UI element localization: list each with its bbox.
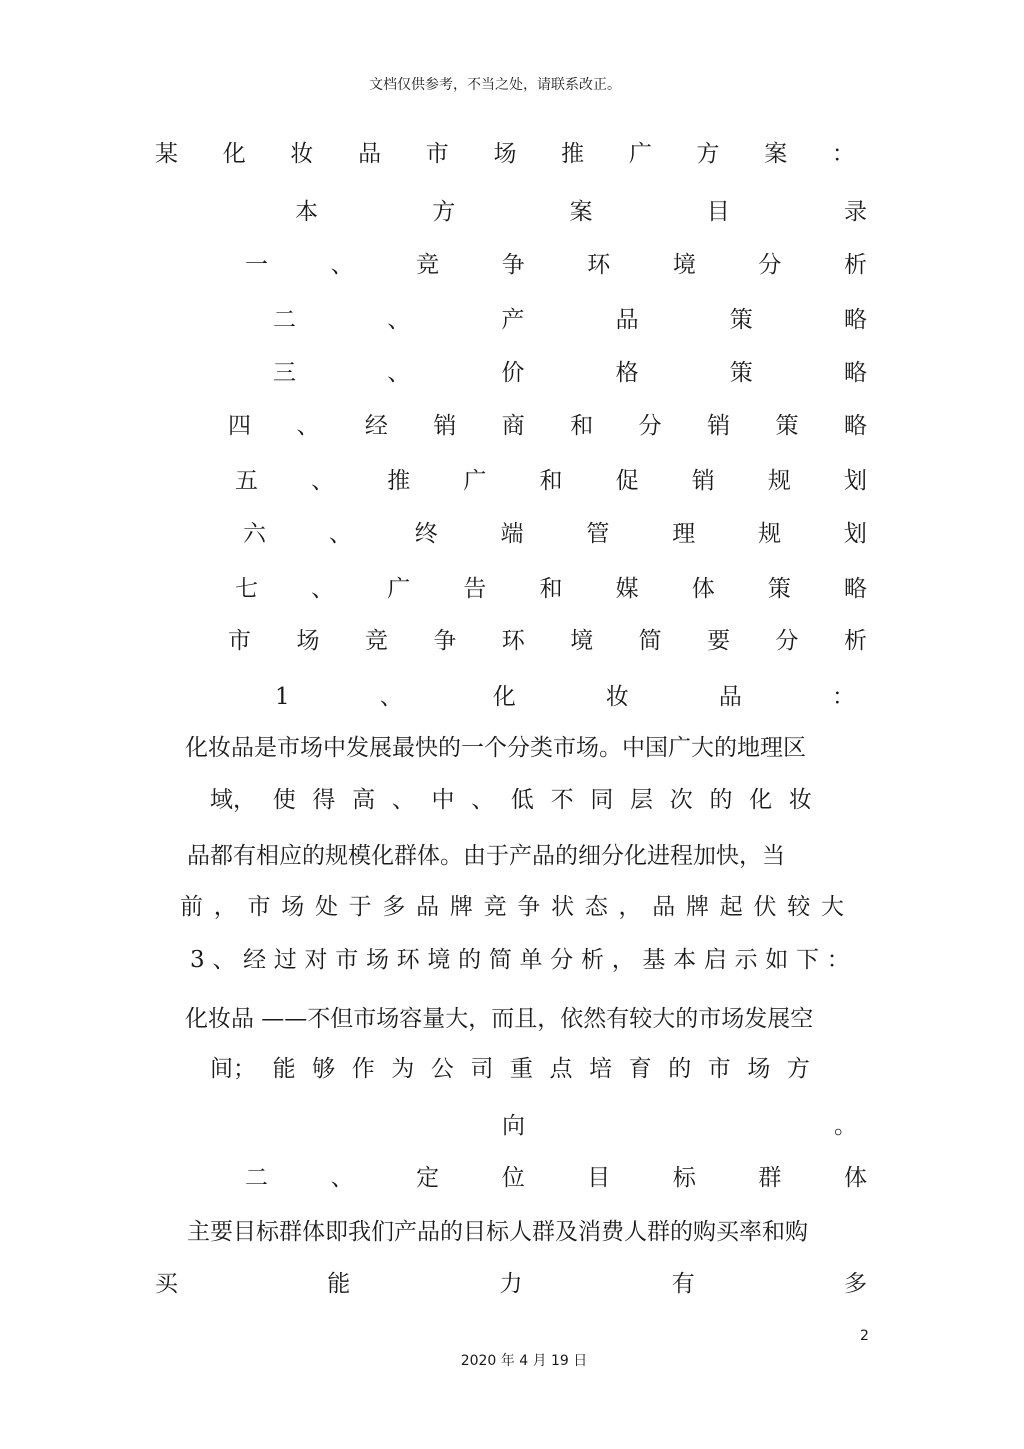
text-glyph: 广 <box>463 468 487 494</box>
text-glyph: 次 <box>669 787 693 813</box>
text-glyph: 1 <box>275 684 290 710</box>
section-heading-1 <box>228 626 867 656</box>
text-glyph: 司 <box>470 1056 494 1082</box>
text-glyph: 下 <box>796 947 820 973</box>
text-glyph: 争 <box>517 894 541 920</box>
text-glyph: 策 <box>729 360 753 386</box>
text-glyph: 、 <box>311 576 335 602</box>
text-glyph: 域， <box>210 787 256 813</box>
text-glyph: 较 <box>787 894 811 920</box>
text-glyph: ： <box>831 141 855 167</box>
text-glyph: 如 <box>765 947 789 973</box>
text-glyph: 的 <box>458 947 482 973</box>
text-glyph: 、 <box>379 684 403 710</box>
text-glyph: 牌 <box>686 894 710 920</box>
text-glyph: 品 <box>615 307 639 333</box>
text-glyph: 能 <box>327 1271 351 1297</box>
text-glyph: 理 <box>672 521 696 547</box>
text-glyph: 重 <box>509 1056 533 1082</box>
header-note: 文档仅供参考，不当之处，请联系改正。 <box>369 77 621 93</box>
text-glyph: 群 <box>758 1165 782 1191</box>
text-glyph: 层 <box>630 787 654 813</box>
text-glyph: 、 <box>311 468 335 494</box>
subsection-heading-1 <box>275 682 855 712</box>
text-glyph: 案 <box>764 141 788 167</box>
text-glyph: 同 <box>590 787 614 813</box>
text-glyph: 市 <box>425 141 449 167</box>
text-glyph: 市 <box>335 947 359 973</box>
text-glyph: 品 <box>652 894 676 920</box>
text-glyph: 牌 <box>449 894 473 920</box>
text-glyph: 目 <box>706 199 730 225</box>
text-glyph: 策 <box>767 576 791 602</box>
text-glyph: 环 <box>501 628 525 654</box>
text-glyph: 析 <box>580 947 604 973</box>
text-glyph: 高 <box>352 787 376 813</box>
text-glyph: 推 <box>387 468 411 494</box>
text-glyph: 七 <box>235 576 258 602</box>
text-glyph: 、 <box>212 947 236 973</box>
text-glyph: 目 <box>587 1165 611 1191</box>
text-glyph: 中 <box>431 787 455 813</box>
text-glyph: 告 <box>463 576 487 602</box>
text-glyph: 分 <box>638 413 662 439</box>
text-glyph: 起 <box>719 894 743 920</box>
text-glyph: 定 <box>416 1165 440 1191</box>
text-glyph: 媒 <box>615 576 639 602</box>
text-glyph: 一 <box>245 252 268 278</box>
toc-item-4 <box>228 411 867 441</box>
text-glyph: 能 <box>272 1056 296 1082</box>
text-glyph: 状 <box>551 894 575 920</box>
text-glyph: 、 <box>387 307 411 333</box>
text-glyph: 、 <box>328 521 352 547</box>
paragraph-4-line-2 <box>155 1269 867 1299</box>
text-glyph: 析 <box>843 252 867 278</box>
text-glyph: 的 <box>709 787 733 813</box>
text-glyph: 妆 <box>605 684 629 710</box>
text-glyph: 产 <box>501 307 525 333</box>
text-glyph: 案 <box>569 199 593 225</box>
text-glyph: 伏 <box>753 894 777 920</box>
text-glyph: 三 <box>273 360 296 386</box>
text-glyph: 分 <box>758 252 782 278</box>
text-glyph: 多 <box>844 1271 867 1297</box>
text-glyph: 规 <box>767 468 791 494</box>
text-glyph: 争 <box>501 252 525 278</box>
text-glyph: 推 <box>561 141 585 167</box>
text-glyph: 境 <box>672 252 696 278</box>
text-glyph: 化 <box>492 684 516 710</box>
toc-item-2 <box>273 305 867 335</box>
text-glyph: 场 <box>281 894 305 920</box>
text-glyph: 单 <box>519 947 543 973</box>
text-glyph: 市 <box>228 628 251 654</box>
toc-item-5 <box>235 466 867 496</box>
text-glyph: 态 <box>584 894 608 920</box>
text-glyph: 、 <box>330 252 354 278</box>
text-glyph: 不 <box>550 787 574 813</box>
text-glyph: 析 <box>843 628 867 654</box>
paragraph-4-line-1: 主要目标群体即我们产品的目标人群及消费人群的购买率和购 <box>187 1219 808 1245</box>
page-number: 2 <box>860 1328 869 1344</box>
text-glyph: 分 <box>550 947 574 973</box>
text-glyph: 场 <box>747 1056 771 1082</box>
text-glyph: 启 <box>703 947 727 973</box>
text-glyph: 环 <box>396 947 420 973</box>
text-glyph: 策 <box>729 307 753 333</box>
footer-date: 2020 年 4 月 19 日 <box>460 1353 588 1369</box>
text-glyph: 够 <box>312 1056 336 1082</box>
text-glyph: 市 <box>247 894 271 920</box>
document-title <box>155 139 855 169</box>
text-glyph: 四 <box>228 413 251 439</box>
text-glyph: 二 <box>245 1165 268 1191</box>
text-glyph: 销 <box>691 468 715 494</box>
text-glyph: 过 <box>273 947 297 973</box>
toc-heading <box>295 197 867 227</box>
text-glyph: 使 <box>272 787 296 813</box>
text-glyph: 和 <box>570 413 594 439</box>
text-glyph: 方 <box>432 199 456 225</box>
text-glyph: ， <box>213 894 237 920</box>
text-glyph: 简 <box>638 628 662 654</box>
text-glyph: 划 <box>844 468 867 494</box>
text-glyph: 作 <box>351 1056 375 1082</box>
text-glyph: 间； <box>210 1056 256 1082</box>
text-glyph: 品 <box>416 894 440 920</box>
text-glyph: 力 <box>499 1271 523 1297</box>
text-glyph: 划 <box>843 521 867 547</box>
text-glyph: ： <box>831 684 855 710</box>
text-glyph: 、 <box>296 413 320 439</box>
toc-item-1 <box>245 250 867 280</box>
text-glyph: 简 <box>488 947 512 973</box>
text-glyph: 二 <box>273 307 296 333</box>
text-glyph: 基 <box>642 947 666 973</box>
text-glyph: 标 <box>672 1165 696 1191</box>
paragraph-1-line-1: 化妆品是市场中发展最快的一个分类市场。中国广大的地理区 <box>185 735 806 761</box>
text-glyph: 示 <box>734 947 758 973</box>
text-glyph: 前 <box>180 894 203 920</box>
paragraph-1-line-3: 品都有相应的规模化群体。由于产品的细分化进程加快，当 <box>187 843 785 869</box>
text-glyph: 六 <box>243 521 266 547</box>
text-glyph: 某 <box>155 141 178 167</box>
text-glyph: 大 <box>820 894 844 920</box>
text-glyph: 场 <box>296 628 320 654</box>
text-glyph: 竞 <box>416 252 440 278</box>
text-glyph: 方 <box>696 141 720 167</box>
text-glyph: 处 <box>314 894 338 920</box>
text-glyph: 得 <box>312 787 336 813</box>
text-glyph: 。 <box>834 1113 857 1139</box>
text-glyph: 略 <box>844 576 867 602</box>
text-glyph: 境 <box>427 947 451 973</box>
text-glyph: 经 <box>243 947 267 973</box>
text-glyph: 销 <box>707 413 731 439</box>
paragraph-1-line-4 <box>180 892 844 922</box>
text-glyph: 争 <box>433 628 457 654</box>
toc-item-3 <box>273 358 867 388</box>
text-glyph: 端 <box>500 521 524 547</box>
text-glyph: 的 <box>668 1056 692 1082</box>
text-glyph: 管 <box>586 521 610 547</box>
text-glyph: 广 <box>387 576 411 602</box>
text-glyph: 培 <box>589 1056 613 1082</box>
text-glyph: 品 <box>718 684 742 710</box>
paragraph-3-line-3 <box>502 1111 857 1141</box>
text-glyph: 和 <box>539 468 563 494</box>
text-glyph: 商 <box>501 413 525 439</box>
text-glyph: 市 <box>707 1056 731 1082</box>
text-glyph: 分 <box>775 628 799 654</box>
text-glyph: 公 <box>430 1056 454 1082</box>
text-glyph: 场 <box>493 141 517 167</box>
text-glyph: 略 <box>843 307 867 333</box>
paragraph-3-line-2 <box>210 1054 810 1084</box>
section-heading-2 <box>245 1163 867 1193</box>
text-glyph: 广 <box>628 141 652 167</box>
text-glyph: 方 <box>786 1056 810 1082</box>
text-glyph: 终 <box>414 521 438 547</box>
text-glyph: 化 <box>222 141 246 167</box>
text-glyph: 环 <box>587 252 611 278</box>
toc-item-6 <box>243 519 867 549</box>
text-glyph: 于 <box>348 894 372 920</box>
paragraph-2-line-1 <box>190 945 850 975</box>
toc-item-7 <box>235 574 867 604</box>
paragraph-1-line-2 <box>210 785 812 815</box>
text-glyph: 和 <box>539 576 563 602</box>
text-glyph: 3 <box>190 947 205 973</box>
text-glyph: 境 <box>570 628 594 654</box>
text-glyph: 低 <box>510 787 534 813</box>
text-glyph: 价 <box>501 360 525 386</box>
text-glyph: 五 <box>235 468 258 494</box>
text-glyph: 买 <box>155 1271 178 1297</box>
text-glyph: 化 <box>749 787 773 813</box>
text-glyph: 经 <box>364 413 388 439</box>
paragraph-3-line-1: 化妆品 ——不但市场容量大，而且，依然有较大的市场发展空 <box>185 1006 814 1032</box>
text-glyph: 妆 <box>290 141 314 167</box>
text-glyph: 体 <box>691 576 715 602</box>
text-glyph: ， <box>611 947 635 973</box>
text-glyph: 对 <box>304 947 328 973</box>
text-glyph: 本 <box>295 199 318 225</box>
text-glyph: 位 <box>501 1165 525 1191</box>
text-glyph: 竞 <box>364 628 388 654</box>
text-glyph: 育 <box>628 1056 652 1082</box>
text-glyph: 体 <box>843 1165 867 1191</box>
text-glyph: 点 <box>549 1056 573 1082</box>
text-glyph: ， <box>618 894 642 920</box>
text-glyph: 场 <box>365 947 389 973</box>
text-glyph: 品 <box>358 141 382 167</box>
text-glyph: 向 <box>502 1113 525 1139</box>
text-glyph: 录 <box>844 199 867 225</box>
text-glyph: 、 <box>330 1165 354 1191</box>
text-glyph: 要 <box>707 628 731 654</box>
text-glyph: 、 <box>387 360 411 386</box>
text-glyph: 本 <box>673 947 697 973</box>
text-glyph: 为 <box>391 1056 415 1082</box>
text-glyph: 策 <box>775 413 799 439</box>
text-glyph: 妆 <box>788 787 812 813</box>
text-glyph: 、 <box>391 787 415 813</box>
text-glyph: 销 <box>433 413 457 439</box>
text-glyph: 略 <box>843 413 867 439</box>
text-glyph: 促 <box>615 468 639 494</box>
text-glyph: 格 <box>615 360 639 386</box>
text-glyph: 有 <box>671 1271 695 1297</box>
text-glyph: 竞 <box>483 894 507 920</box>
text-glyph: 、 <box>471 787 495 813</box>
text-glyph: 多 <box>382 894 406 920</box>
text-glyph: 规 <box>758 521 782 547</box>
text-glyph: ： <box>826 947 850 973</box>
text-glyph: 略 <box>843 360 867 386</box>
